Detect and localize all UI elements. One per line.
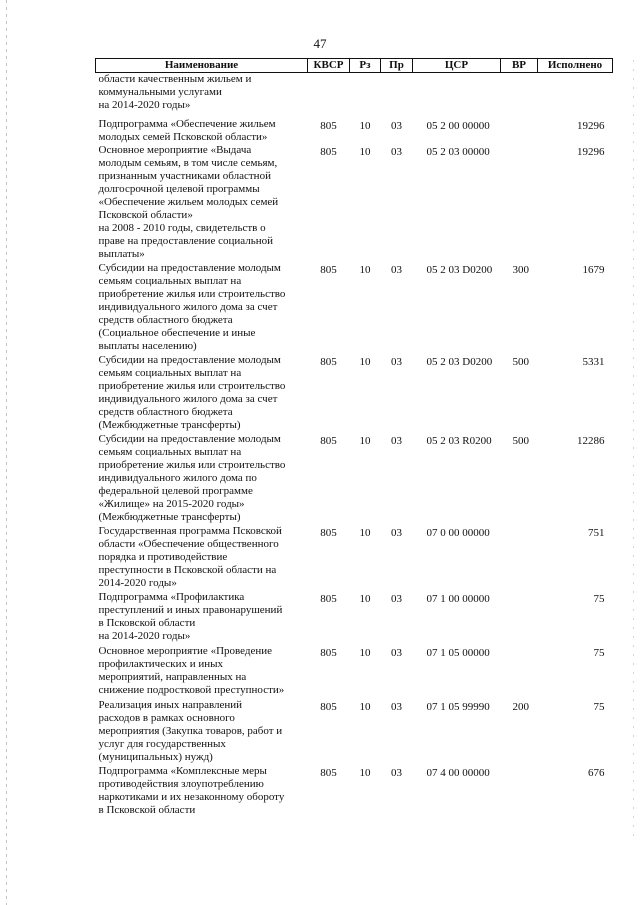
row-name: Государственная программа Псковской области «Обеспечение общественного порядка и противодействие преступности в Псковской области на 2014-2020 годы» <box>98 524 282 589</box>
table-row <box>96 433 613 525</box>
table-row <box>96 645 613 699</box>
row-name: Основное мероприятие «Выдача молодым семьям, в том числе семьям, признанным участниками областной долгосрочной целевой программы «Обеспечение жильем молодых семей Псковской области» на 2008 - 2010 годы, свидетельств о праве на предоставление социальной выплаты» <box>98 143 279 260</box>
row-rz <box>350 73 381 118</box>
row-pr: 03 <box>391 434 402 447</box>
row-kvsr: 805 <box>320 526 337 539</box>
row-vr <box>501 525 538 591</box>
row-kvsr: 805 <box>320 355 337 368</box>
table-row <box>96 144 613 262</box>
row-kvsr: 805 <box>320 434 337 447</box>
row-csr: 07 4 00 00000 <box>426 766 490 779</box>
row-csr: 05 2 00 00000 <box>426 119 490 132</box>
header-csr: ЦСР <box>413 59 501 73</box>
row-pr: 03 <box>391 526 402 539</box>
row-name: Основное мероприятие «Проведение профилактических и иных мероприятий, направленных на снижение подростковой преступности» <box>98 644 285 696</box>
row-kvsr: 805 <box>320 263 337 276</box>
row-vr: 200 <box>512 700 529 713</box>
row-vr: 300 <box>512 263 529 276</box>
header-kvsr: КВСР <box>308 59 350 73</box>
row-name: Подпрограмма «Комплексные меры противодействия злоупотреблению наркотиками и их незаконному обороту в Псковской области <box>98 764 285 816</box>
table-row <box>96 354 613 433</box>
budget-table <box>95 58 613 819</box>
row-kvsr: 805 <box>320 145 337 158</box>
row-vr <box>501 645 538 699</box>
scan-left-edge <box>6 0 7 905</box>
page-number: 47 <box>313 36 327 51</box>
row-value: 5331 <box>582 355 605 368</box>
row-pr: 03 <box>391 263 402 276</box>
row-vr <box>501 144 538 262</box>
row-value: 12286 <box>577 434 605 447</box>
header-name: Наименование <box>96 59 308 73</box>
row-vr <box>501 765 538 819</box>
row-pr: 03 <box>391 145 402 158</box>
row-csr: 07 1 05 99990 <box>426 700 490 713</box>
table-row <box>96 118 613 144</box>
table-row <box>96 525 613 591</box>
row-csr: 05 2 03 D0200 <box>426 355 493 368</box>
row-rz: 10 <box>359 355 371 368</box>
row-rz: 10 <box>359 119 371 132</box>
row-vr <box>501 73 538 118</box>
row-kvsr <box>308 73 350 118</box>
row-rz: 10 <box>359 526 371 539</box>
row-rz: 10 <box>359 434 371 447</box>
row-pr: 03 <box>391 355 402 368</box>
row-rz: 10 <box>359 263 371 276</box>
row-pr: 03 <box>391 119 402 132</box>
row-value: 676 <box>588 766 605 779</box>
row-rz: 10 <box>359 592 371 605</box>
row-pr <box>381 73 413 118</box>
row-rz: 10 <box>359 145 371 158</box>
row-name: Подпрограмма «Профилактика преступлений и иных правонарушений в Псковской области на 2014-2020 годы» <box>98 590 283 642</box>
header-pr: Пр <box>381 59 413 73</box>
row-kvsr: 805 <box>320 592 337 605</box>
row-csr: 07 1 00 00000 <box>426 592 490 605</box>
row-vr <box>501 118 538 144</box>
row-rz: 10 <box>359 646 371 659</box>
table-row <box>96 699 613 765</box>
row-csr: 07 0 00 00000 <box>426 526 490 539</box>
header-vr: ВР <box>501 59 538 73</box>
row-csr: 05 2 03 D0200 <box>426 263 493 276</box>
row-name: Реализация иных направлений расходов в рамках основного мероприятия (Закупка товаров, работ и услуг для государственных (муниципальных) нужд) <box>98 698 283 763</box>
row-rz: 10 <box>359 700 371 713</box>
row-kvsr: 805 <box>320 119 337 132</box>
row-kvsr: 805 <box>320 646 337 659</box>
row-value: 75 <box>593 700 605 713</box>
row-csr: 05 2 03 00000 <box>426 145 490 158</box>
header-rz: Рз <box>350 59 381 73</box>
row-value <box>538 73 613 118</box>
table-row <box>96 591 613 645</box>
row-value: 751 <box>588 526 605 539</box>
table-row <box>96 765 613 819</box>
row-vr: 500 <box>512 355 529 368</box>
row-value: 19296 <box>577 119 605 132</box>
table-row <box>96 73 613 118</box>
row-pr: 03 <box>391 766 402 779</box>
row-rz: 10 <box>359 766 371 779</box>
row-value: 75 <box>593 592 605 605</box>
row-csr: 05 2 03 R0200 <box>426 434 492 447</box>
row-vr: 500 <box>512 434 529 447</box>
scan-right-edge <box>633 60 634 840</box>
row-csr: 07 1 05 00000 <box>426 646 490 659</box>
row-name: Субсидии на предоставление молодым семьям социальных выплат на приобретение жилья или строительство индивидуального жилого дома за счет средств областного бюджета (Социальное обеспечение и иные выплаты населению) <box>98 261 286 352</box>
row-value: 75 <box>593 646 605 659</box>
header-executed: Исполнено <box>538 59 613 73</box>
row-pr: 03 <box>391 700 402 713</box>
row-pr: 03 <box>391 592 402 605</box>
row-value: 1679 <box>582 263 605 276</box>
row-name: области качественным жильем и коммунальными услугами на 2014-2020 годы» <box>98 73 252 111</box>
row-vr <box>501 591 538 645</box>
row-kvsr: 805 <box>320 700 337 713</box>
row-name: Субсидии на предоставление молодым семьям социальных выплат на приобретение жилья или строительство индивидуального жилого дома по федеральной целевой программе «Жилище» на 2015-2020 годы» (Межбюджетные трансферты) <box>98 432 286 523</box>
row-name: Субсидии на предоставление молодым семьям социальных выплат на приобретение жилья или строительство индивидуального жилого дома за счет средств областного бюджета (Межбюджетные трансферты) <box>98 353 286 431</box>
row-csr <box>413 73 501 118</box>
row-name: Подпрограмма «Обеспечение жильем молодых семей Псковской области» <box>98 117 276 143</box>
row-pr: 03 <box>391 646 402 659</box>
row-value: 19296 <box>577 145 605 158</box>
row-kvsr: 805 <box>320 766 337 779</box>
table-row <box>96 262 613 354</box>
table-header-row <box>96 59 613 73</box>
